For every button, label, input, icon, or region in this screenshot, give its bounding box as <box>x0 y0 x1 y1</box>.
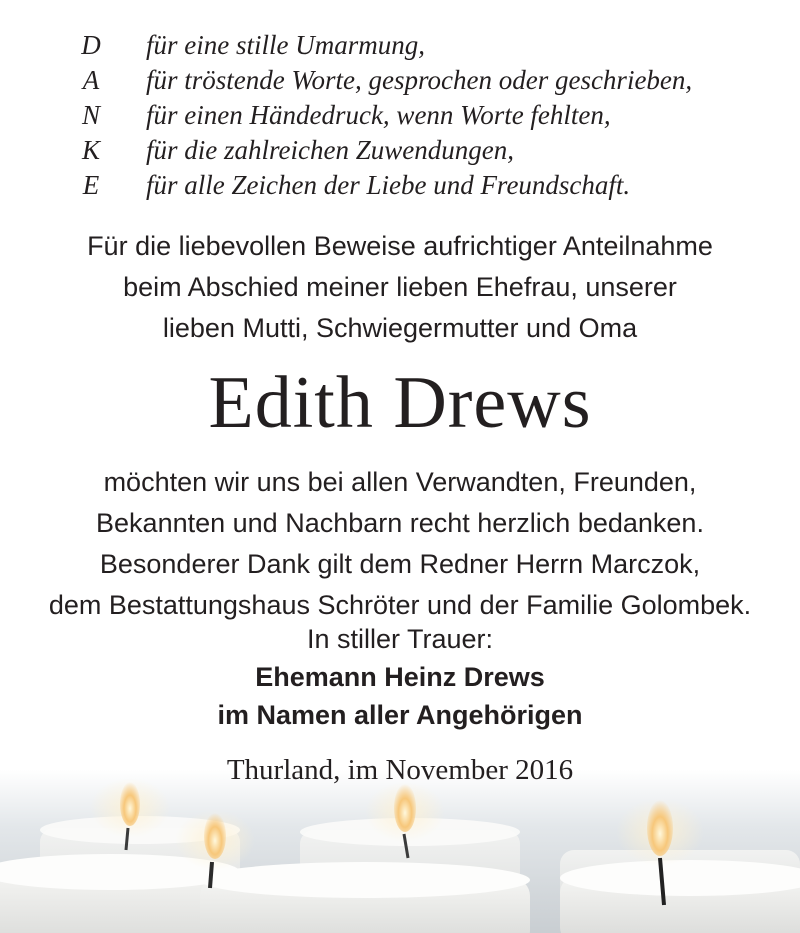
thanks-line: Bekannten und Nachbarn recht herzlich bedanken. <box>96 508 704 538</box>
acrostic-row <box>0 168 800 203</box>
place-date: Thurland, im November 2016 <box>226 754 574 786</box>
acrostic-text: für alle Zeichen der Liebe und Freundschaft. <box>146 170 631 200</box>
acrostic-text: für einen Händedruck, wenn Worte fehlten, <box>146 100 611 130</box>
danke-acrostic <box>0 28 800 203</box>
signature-line: Ehemann Heinz Drews <box>255 662 545 692</box>
thanks-line: möchten wir uns bei allen Verwandten, Freunden, <box>103 467 697 497</box>
intro-line: beim Abschied meiner lieben Ehefrau, unserer <box>123 272 677 302</box>
acrostic-letter: K <box>81 135 100 165</box>
thanks-paragraph <box>0 462 800 626</box>
signature-line: im Namen aller Angehörigen <box>217 700 583 730</box>
acrostic-text: für die zahlreichen Zuwendungen, <box>146 135 514 165</box>
candles-image <box>0 770 800 933</box>
acrostic-row <box>0 28 800 63</box>
acrostic-row <box>0 133 800 168</box>
acrostic-text: für eine stille Umarmung, <box>146 30 425 60</box>
intro-paragraph <box>0 226 800 349</box>
acrostic-letter: E <box>82 170 100 200</box>
thanks-line: Besonderer Dank gilt dem Redner Herrn Marczok, <box>99 549 701 579</box>
intro-line: lieben Mutti, Schwiegermutter und Oma <box>162 313 638 343</box>
mourning-label: In stiller Trauer: <box>306 624 494 654</box>
acrostic-letter: D <box>81 30 101 60</box>
acrostic-letter: A <box>82 65 100 95</box>
acrostic-text: für tröstende Worte, gesprochen oder geschrieben, <box>146 65 693 95</box>
acrostic-row <box>0 63 800 98</box>
acrostic-letter: N <box>81 100 100 130</box>
deceased-name: Edith Drews <box>208 362 592 444</box>
thanks-line: dem Bestattungshaus Schröter und der Familie Golombek. <box>48 590 752 620</box>
intro-line: Für die liebevollen Beweise aufrichtiger Anteilnahme <box>87 231 713 261</box>
signature-block <box>0 658 800 734</box>
acrostic-row <box>0 98 800 133</box>
